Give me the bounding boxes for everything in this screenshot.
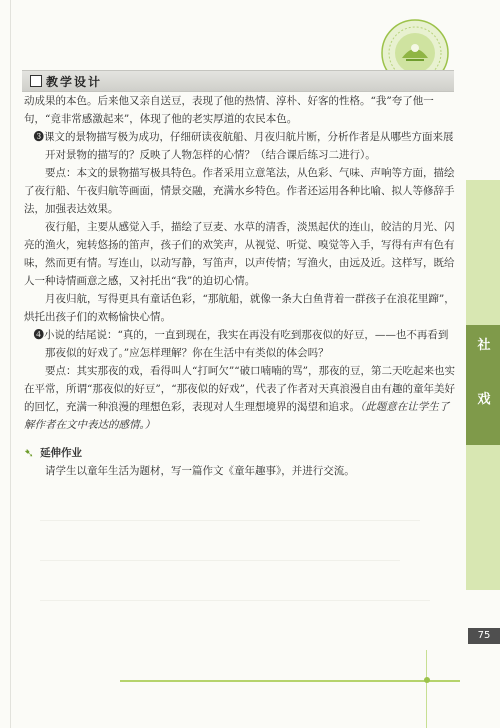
bleed-through-line [40,560,400,561]
decorative-dot-icon [424,677,430,683]
answer-3-night-boat: 夜行船，主要从感觉入手，描绘了豆麦、水草的清香，淡黑起伏的连山，皎洁的月光、闪亮的渔火，宛转悠扬的笛声，孩子们的欢笑声，从视觉、听觉、嗅觉等入手，写得有声有色有味，然而更有情。写连山，以动写静，写笛声，以声传情；写渔火，由远及近。这样写，既给人一种诗情画意之感，又衬托出“我”的迫切心情。 [24,221,455,287]
question-4: ❹小说的结尾说：“真的，一直到现在，我实在再没有吃到那夜似的好豆，——也不再看到那夜似的好戏了。”应怎样理解？你在生活中有类似的体会吗？ [33,329,449,359]
checkbox-square-icon [30,75,42,87]
page-number: 75 [468,628,500,644]
answer-3-moonlit-return: 月夜归航，写得更具有童话色彩，“那航船，就像一条大白鱼背着一群孩子在浪花里蹿”，烘托出孩子们的欢畅愉快心情。 [24,293,455,323]
bleed-through-line [40,520,420,521]
paragraph-1: 动成果的本色。后来他又亲自送豆，表现了他的热情、淳朴、好客的性格。“我”夸了他一句，“竟非常感激起来”，体现了他的老实厚道的农民本色。 [24,95,434,125]
answer-4-text: 要点：其实那夜的戏，看得叫人“打呵欠”“破口喃喃的骂”，那夜的豆，第二天吃起来也实在平常，所谓“那夜似的好豆”，“那夜似的好戏”，代表了作者对天真浪漫自由有趣的童年美好的回忆，充满一种浪漫的理想色彩，表现对人生理想境界的渴望和追求。 [24,365,455,413]
extension-body: 请学生以童年生活为题材，写一篇作文《童年趣事》，并进行交流。 [45,465,355,477]
bleed-through-line [40,600,430,601]
extension-heading-label: 延伸作业 [40,447,83,459]
main-content [24,92,456,480]
leaf-arrow-icon: ➷ [24,446,35,460]
side-tab-char-1: 社 [477,338,491,353]
extension-heading [24,444,456,462]
question-3: ❸课文的景物描写极为成功，仔细研读夜航船、月夜归航片断，分析作者是从哪些方面来展开对景物的描写的？反映了人物怎样的心情？（结合课后练习二进行）。 [33,131,454,161]
decorative-vertical-line [426,650,427,728]
side-tab-char-2: 戏 [477,392,491,407]
answer-4-hint: （此题意在让学生了解作者在文中表达的感情。） [24,401,450,431]
decorative-bottom-line [120,680,460,682]
answer-3-summary: 要点：本文的景物描写极具特色。作者采用立意笔法，从色彩、气味、声响等方面，描绘了夜行船、午夜归航等画面，情景交融，充满水乡特色。作者还运用各种比喻、拟人等修辞手法，加强表达效果。 [24,167,455,215]
section-title: 教学设计 [46,75,103,89]
page-margin-line [10,0,11,728]
side-tab-label [474,336,494,410]
section-header [22,70,454,92]
answer-4 [24,362,456,434]
